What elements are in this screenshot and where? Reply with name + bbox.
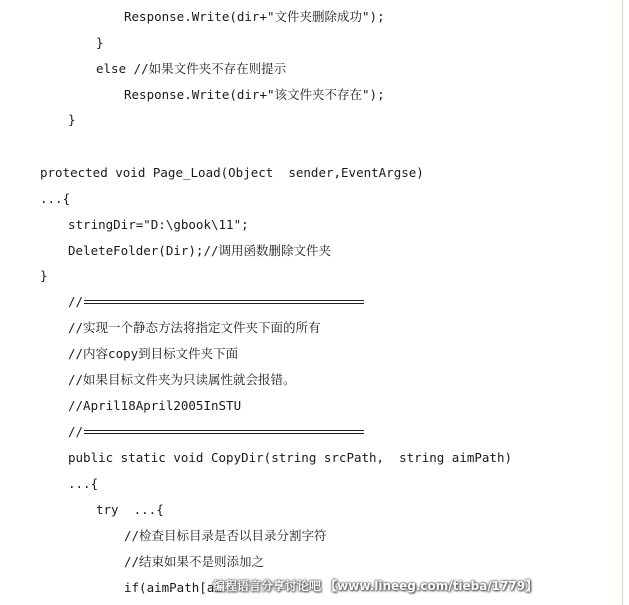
code-line: if(aimPath[ai [124, 580, 222, 595]
comment-rule-line [68, 423, 364, 441]
code-line: //内容copy到目标文件夹下面 [68, 346, 239, 361]
double-rule [84, 300, 364, 304]
code-line: DeleteFolder(Dir);//调用函数删除文件夹 [68, 243, 332, 258]
code-line: //如果目标文件夹为只读属性就会报错。 [68, 372, 296, 387]
code-line: stringDir="D:\gbook\11"; [68, 217, 249, 232]
code-line: ...{ [68, 476, 99, 491]
code-line: } [68, 112, 76, 127]
page-border [622, 0, 623, 605]
code-line: //结束如果不是则添加之 [124, 554, 265, 569]
comment-prefix: // [68, 424, 84, 439]
code-line: //April18April2005InSTU [68, 398, 242, 413]
code-line: public static void CopyDir(string srcPath, string aimPath) [68, 450, 513, 465]
code-line: } [40, 268, 48, 283]
code-line: Response.Write(dir+"该文件夹不存在"); [124, 87, 385, 102]
watermark: 编程语言分享讨论吧 【www.lineeg.com/tieba/1779】 [213, 579, 538, 593]
code-line: //检查目标目录是否以目录分割字符 [124, 528, 327, 543]
code-line: try ...{ [96, 502, 164, 517]
comment-prefix: // [68, 294, 84, 309]
code-line: Response.Write(dir+"文件夹删除成功"); [124, 9, 385, 24]
code-line: //实现一个静态方法将指定文件夹下面的所有 [68, 320, 321, 335]
double-rule [84, 430, 364, 434]
code-line: ...{ [40, 191, 71, 206]
comment-rule-line [68, 293, 364, 311]
code-line: else //如果文件夹不存在则提示 [96, 61, 287, 76]
code-line: } [96, 35, 104, 50]
code-line: protected void Page_Load(Object sender,EventArgse) [40, 165, 424, 180]
